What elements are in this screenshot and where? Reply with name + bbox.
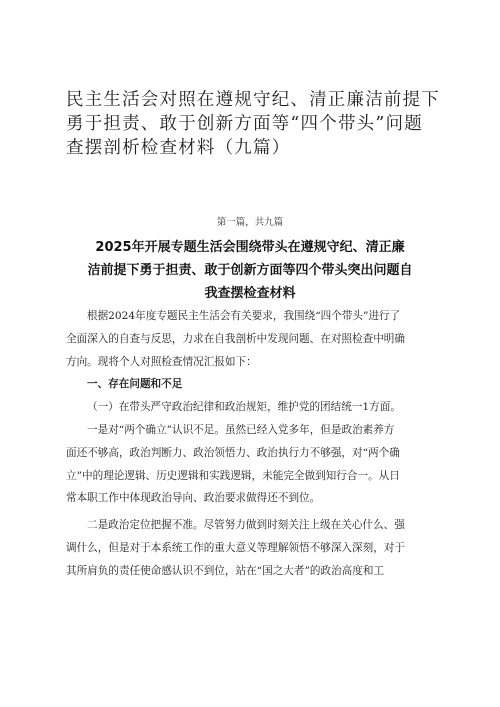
subsection-heading: （一）在带头严守政治纪律和政治规矩，维护党的团结统一1方面。: [87, 401, 401, 414]
intro-line: 全面深入的自查与反思，力求在自我剖析中发现问题、在对照检查中明确: [66, 332, 405, 345]
intro-line: 方向。现将个人对照检查情况汇报如下：: [66, 355, 257, 368]
section-label: 第一篇，共九篇: [216, 217, 284, 228]
main-title: [66, 88, 446, 160]
main-title-line: 查摆剖析检查材料（九篇）: [66, 138, 291, 158]
paragraph-line: 其所肩负的责任使命感认识不到位，站在“国之大者”的政治高度和工: [66, 564, 385, 577]
paragraph-line: 调什么，但是对于本系统工作的重大意义等理解领悟不够深入深刻，对于: [66, 541, 405, 554]
main-title-line: 勇于担责、敢于创新方面等“四个带头”问题: [66, 114, 423, 134]
paragraph-line: 常本职工作中体现政治导向、政治要求做得还不到位。: [66, 492, 321, 505]
document-title-line: 2025年开展专题生活会围绕带头在遵规守纪、清正廉: [95, 240, 405, 255]
document-title: [60, 236, 440, 305]
document-body: [66, 305, 440, 583]
intro-line: 根据2024年度专题民主生活会有关要求，我围绕“四个带头”进行了: [87, 310, 401, 322]
section-heading: 一、存在问题和不足: [87, 378, 183, 391]
paragraph-line: 面还不够高，政治判断力、政治领悟力、政治执行力不够强，对“两个确: [66, 446, 400, 459]
document-title-line: 我查摆检查材料: [204, 286, 296, 301]
paragraph-line: 一是对“两个确立”认识不足。虽然已经入党多年，但是政治素养方: [87, 423, 395, 436]
document-title-line: 洁前提下勇于担责、敢于创新方面等四个带头突出问题自: [87, 263, 413, 278]
paragraph-line: 立”中的理论逻辑、历史逻辑和实践逻辑，未能完全做到知行合一。从日: [66, 469, 400, 482]
main-title-line: 民主生活会对照在遵规守纪、清正廉洁前提下: [66, 90, 440, 110]
paragraph-line: 二是政治定位把握不准。尽管努力做到时刻关注上级在关心什么、强: [87, 519, 405, 532]
